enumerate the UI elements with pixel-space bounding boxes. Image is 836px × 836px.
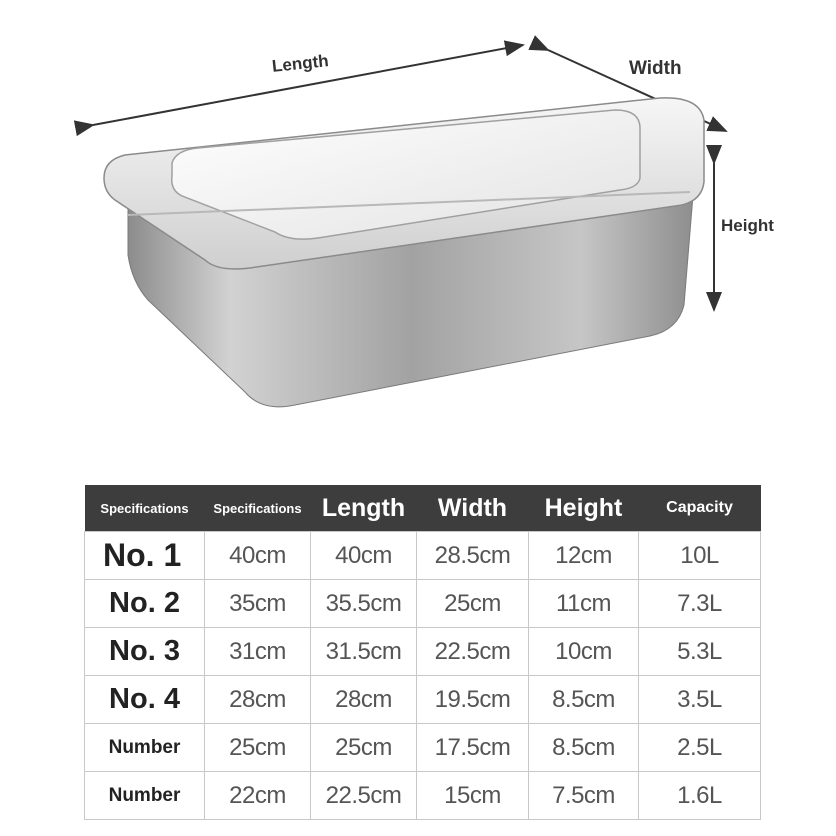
width-label: Width bbox=[629, 58, 682, 79]
table-row bbox=[85, 532, 761, 580]
table-cell: 10L bbox=[639, 532, 761, 580]
row-label: Number bbox=[85, 772, 205, 820]
header-specifications: Specifications bbox=[205, 485, 311, 532]
table-cell: 28cm bbox=[311, 676, 417, 724]
table-row bbox=[85, 628, 761, 676]
specifications-table bbox=[84, 485, 761, 820]
table-cell: 8.5cm bbox=[529, 724, 639, 772]
table-cell: 22cm bbox=[205, 772, 311, 820]
table-header-row bbox=[85, 485, 761, 532]
header-width: Width bbox=[417, 485, 529, 532]
table-row bbox=[85, 724, 761, 772]
table-cell: 28.5cm bbox=[417, 532, 529, 580]
table-cell: 17.5cm bbox=[417, 724, 529, 772]
table-cell: 22.5cm bbox=[417, 628, 529, 676]
table-cell: 8.5cm bbox=[529, 676, 639, 724]
row-label: No. 2 bbox=[85, 580, 205, 628]
row-label: No. 3 bbox=[85, 628, 205, 676]
length-label: Length bbox=[271, 51, 330, 76]
row-label: Number bbox=[85, 724, 205, 772]
table-cell: 2.5L bbox=[639, 724, 761, 772]
table-cell: 40cm bbox=[311, 532, 417, 580]
table-cell: 31.5cm bbox=[311, 628, 417, 676]
table-cell: 28cm bbox=[205, 676, 311, 724]
table-cell: 31cm bbox=[205, 628, 311, 676]
row-label: No. 4 bbox=[85, 676, 205, 724]
table-cell: 35.5cm bbox=[311, 580, 417, 628]
table-cell: 15cm bbox=[417, 772, 529, 820]
table-cell: 40cm bbox=[205, 532, 311, 580]
header-capacity: Capacity bbox=[639, 485, 761, 532]
header-height: Height bbox=[529, 485, 639, 532]
table-cell: 10cm bbox=[529, 628, 639, 676]
table-cell: 19.5cm bbox=[417, 676, 529, 724]
table-cell: 25cm bbox=[311, 724, 417, 772]
table-cell: 5.3L bbox=[639, 628, 761, 676]
table-cell: 35cm bbox=[205, 580, 311, 628]
table-cell: 3.5L bbox=[639, 676, 761, 724]
row-label: No. 1 bbox=[85, 532, 205, 580]
header-specifications: Specifications bbox=[85, 485, 205, 532]
table-cell: 7.5cm bbox=[529, 772, 639, 820]
table-cell: 22.5cm bbox=[311, 772, 417, 820]
table-cell: 1.6L bbox=[639, 772, 761, 820]
table-cell: 25cm bbox=[205, 724, 311, 772]
table-row bbox=[85, 580, 761, 628]
table-row bbox=[85, 676, 761, 724]
header-length: Length bbox=[311, 485, 417, 532]
height-label: Height bbox=[721, 216, 774, 235]
table-cell: 25cm bbox=[417, 580, 529, 628]
table-cell: 12cm bbox=[529, 532, 639, 580]
table-row bbox=[85, 772, 761, 820]
table-cell: 11cm bbox=[529, 580, 639, 628]
table-cell: 7.3L bbox=[639, 580, 761, 628]
